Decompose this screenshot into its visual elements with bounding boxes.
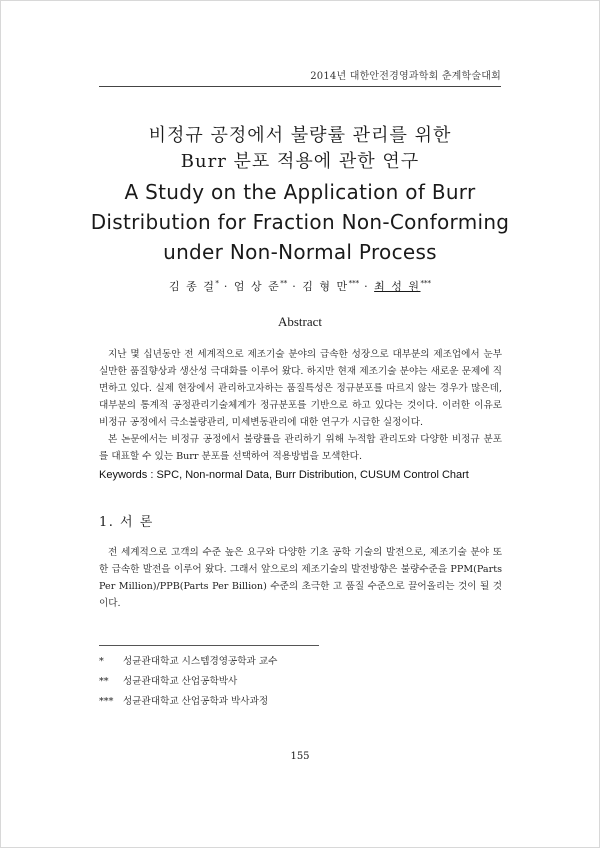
abstract-paragraph: 본 논문에서는 비정규 공정에서 불량률을 관리하기 위해 누적합 관리도와 다양한 비정규 분포를 대표할 수 있는 Burr 분포를 선택하여 적용방법을 모색한다.	[99, 434, 502, 462]
footnote-mark: ***	[99, 696, 114, 707]
korean-title-line-2: Burr 분포 적용에 관한 연구	[180, 151, 420, 172]
page-number: 155	[290, 751, 310, 762]
introduction-paragraph: 전 세계적으로 고객의 수준 높은 요구와 다양한 기초 공학 기술의 발전으로, 제조기술 분야 또한 급속한 발전을 이루어 왔다. 그래서 앞으로의 제조기술의 발전방향은 불량수준을 PPM(Parts Per Million)/PPB(Parts Per Billion) 수준의 초극한 고 품질 수준으로 끌어올리는 것이 될 것이다.	[99, 547, 502, 609]
footnote-mark: *	[99, 656, 104, 667]
author-list	[0, 278, 600, 294]
author-affiliation-mark: **	[280, 279, 288, 288]
english-title-line-1: A Study on the Application of Burr	[124, 180, 476, 204]
footnote-text: 성균관대학교 시스템경영공학과 교수	[123, 656, 278, 667]
english-title-line-3: under Non-Normal Process	[163, 240, 437, 264]
footnote	[99, 672, 277, 692]
author-name: 엄 상 준	[233, 280, 281, 293]
author-name: 김 형 만	[302, 280, 349, 293]
footnotes	[99, 652, 277, 712]
title-block	[60, 123, 540, 267]
abstract-heading: Abstract	[277, 314, 323, 329]
keywords: Keywords : SPC, Non-normal Data, Burr Distribution, CUSUM Control Chart	[99, 469, 469, 481]
author-separator: ·	[287, 280, 303, 293]
author-separator: ·	[359, 280, 375, 293]
footnote	[99, 692, 277, 712]
header-rule	[99, 86, 501, 87]
corresponding-author-name: 최 성 원	[374, 280, 421, 293]
author-affiliation-mark: *	[215, 279, 219, 288]
footnote-text: 성균관대학교 산업공학과 박사과정	[123, 696, 269, 707]
introduction-body	[99, 544, 502, 612]
footnote-rule	[99, 645, 319, 646]
abstract-paragraph: 지난 몇 십년동안 전 세계적으로 제조기술 분야의 급속한 성장으로 대부분의 제조업에서 눈부실만한 품질향상과 생산성 극대화를 이루어 왔다. 하지만 현재 제조기술 분야는 새로운 문제에 직면하고 있다. 실제 현장에서 관리하고자하는 품질특성은 정규분포를 따르지 않는 경우가 많은데, 대부분의 통계적 공정관리기술체계가 정규분포를 기반으로 하고 있다는 것이다. 이러한 이유로 비정규 공정에서 극소불량관리, 미세변동관리에 대한 연구가 시급한 실정이다.	[99, 349, 502, 428]
footnote-text: 성균관대학교 산업공학박사	[123, 676, 238, 687]
footnote	[99, 652, 277, 672]
abstract-body	[99, 346, 502, 465]
author-separator: ·	[218, 280, 234, 293]
author-name: 김 종 걸	[169, 280, 216, 293]
author-affiliation-mark: ***	[420, 279, 431, 288]
korean-title-line-1: 비정규 공정에서 불량률 관리를 위한	[148, 125, 452, 146]
author-affiliation-mark: ***	[348, 279, 360, 288]
footnote-mark: **	[99, 676, 109, 687]
conference-header: 2014년 대한안전경영과학회 춘계학술대회	[310, 71, 501, 82]
english-title-line-2: Distribution for Fraction Non-Conforming	[90, 210, 510, 234]
section-heading: 1. 서 론	[99, 515, 154, 530]
